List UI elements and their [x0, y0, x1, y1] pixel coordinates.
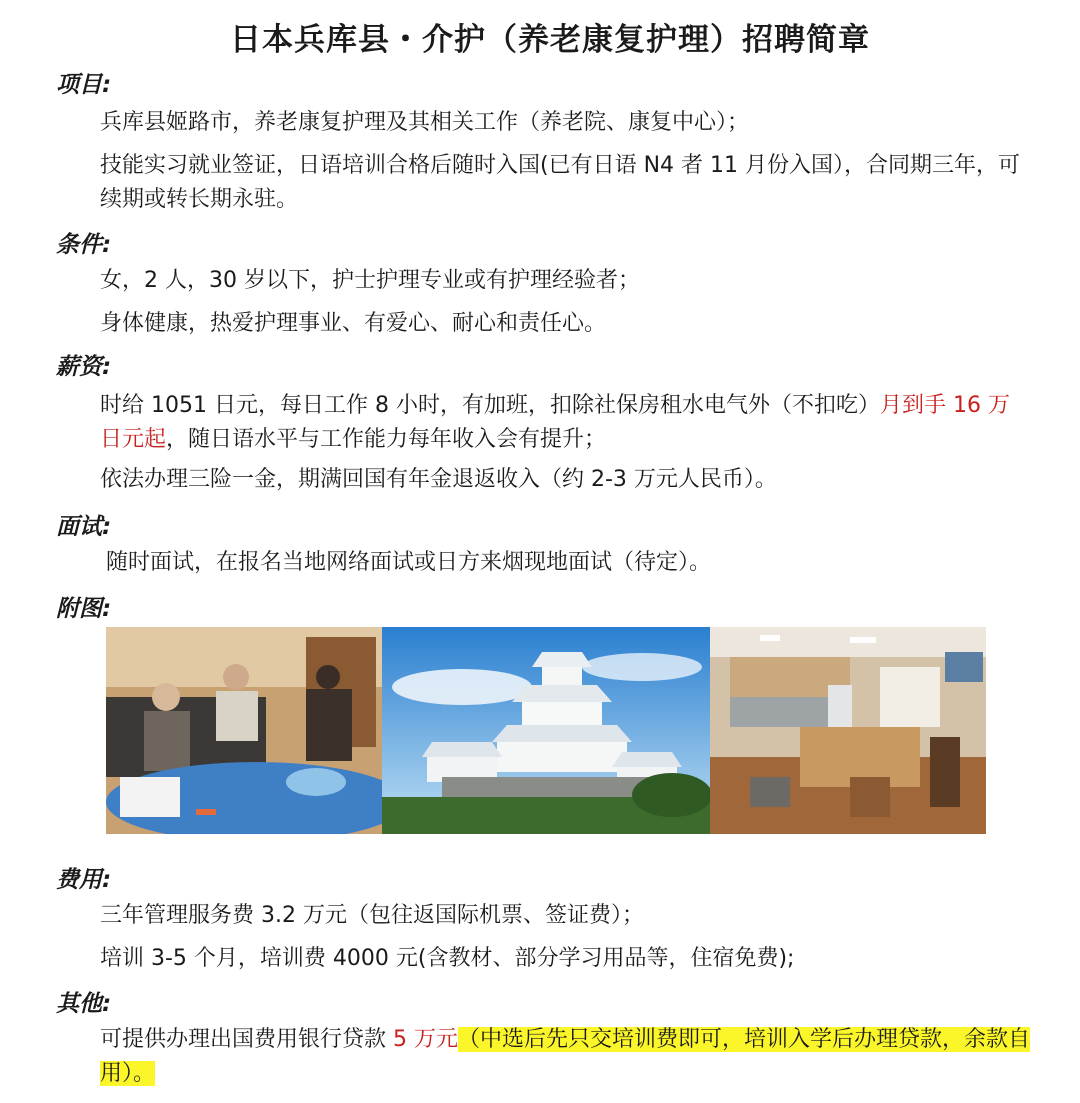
project-line-2: 技能实习就业签证，日语培训合格后随时入国(已有日语 N4 者 11 月份入国），合同期三年，可续期或转长期永驻。	[100, 153, 1021, 212]
section-heading-project: 项目:	[56, 72, 112, 98]
other-loan-amount: 5 万元	[393, 1027, 458, 1052]
section-heading-fees: 费用:	[56, 867, 112, 893]
salary-line-2: 依法办理三险一金，期满回国有年金退返收入（约 2-3 万元人民币）。	[100, 467, 777, 492]
salary-line-1-text: 时给 1051 日元，每日工作 8 小时，有加班，扣除社保房租水电气外（不扣吃）	[100, 393, 880, 418]
other-line-1	[100, 1023, 1030, 1091]
himeji-castle-photo	[382, 627, 710, 834]
elderly-residents-photo	[106, 627, 382, 834]
care-facility-kitchen-photo	[710, 627, 986, 834]
other-loan-text: 可提供办理出国费用银行贷款	[100, 1027, 393, 1052]
section-heading-conditions: 条件:	[56, 232, 112, 258]
salary-highlight-amount: 月到手 16 万日元起	[100, 393, 1010, 452]
section-heading-other: 其他:	[56, 991, 112, 1017]
salary-line-1-tail: ，随日语水平与工作能力每年收入会有提升；	[166, 427, 607, 452]
project-line-1: 兵库县姬路市，养老康复护理及其相关工作（养老院、康复中心）；	[100, 110, 750, 135]
page-title: 日本兵库县・介护（养老康复护理）招聘简章	[230, 22, 870, 58]
other-loan-note: （中选后先只交培训费即可，培训入学后办理贷款，余款自用）。	[100, 1027, 1031, 1086]
section-heading-interview: 面试:	[56, 514, 112, 540]
fees-line-2: 培训 3-5 个月，培训费 4000 元(含教材、部分学习用品等，住宿免费);	[100, 946, 795, 971]
fees-line-1: 三年管理服务费 3.2 万元（包往返国际机票、签证费）；	[100, 903, 644, 928]
salary-line-1	[100, 389, 1030, 457]
section-heading-photos: 附图:	[56, 596, 112, 622]
interview-line-1: 随时面试，在报名当地网络面试或日方来烟现地面试（待定）。	[106, 550, 712, 575]
conditions-line-2: 身体健康，热爱护理事业、有爱心、耐心和责任心。	[100, 311, 607, 336]
section-heading-salary: 薪资:	[56, 354, 112, 380]
conditions-line-1: 女，2 人，30 岁以下，护士护理专业或有护理经验者；	[100, 268, 640, 293]
